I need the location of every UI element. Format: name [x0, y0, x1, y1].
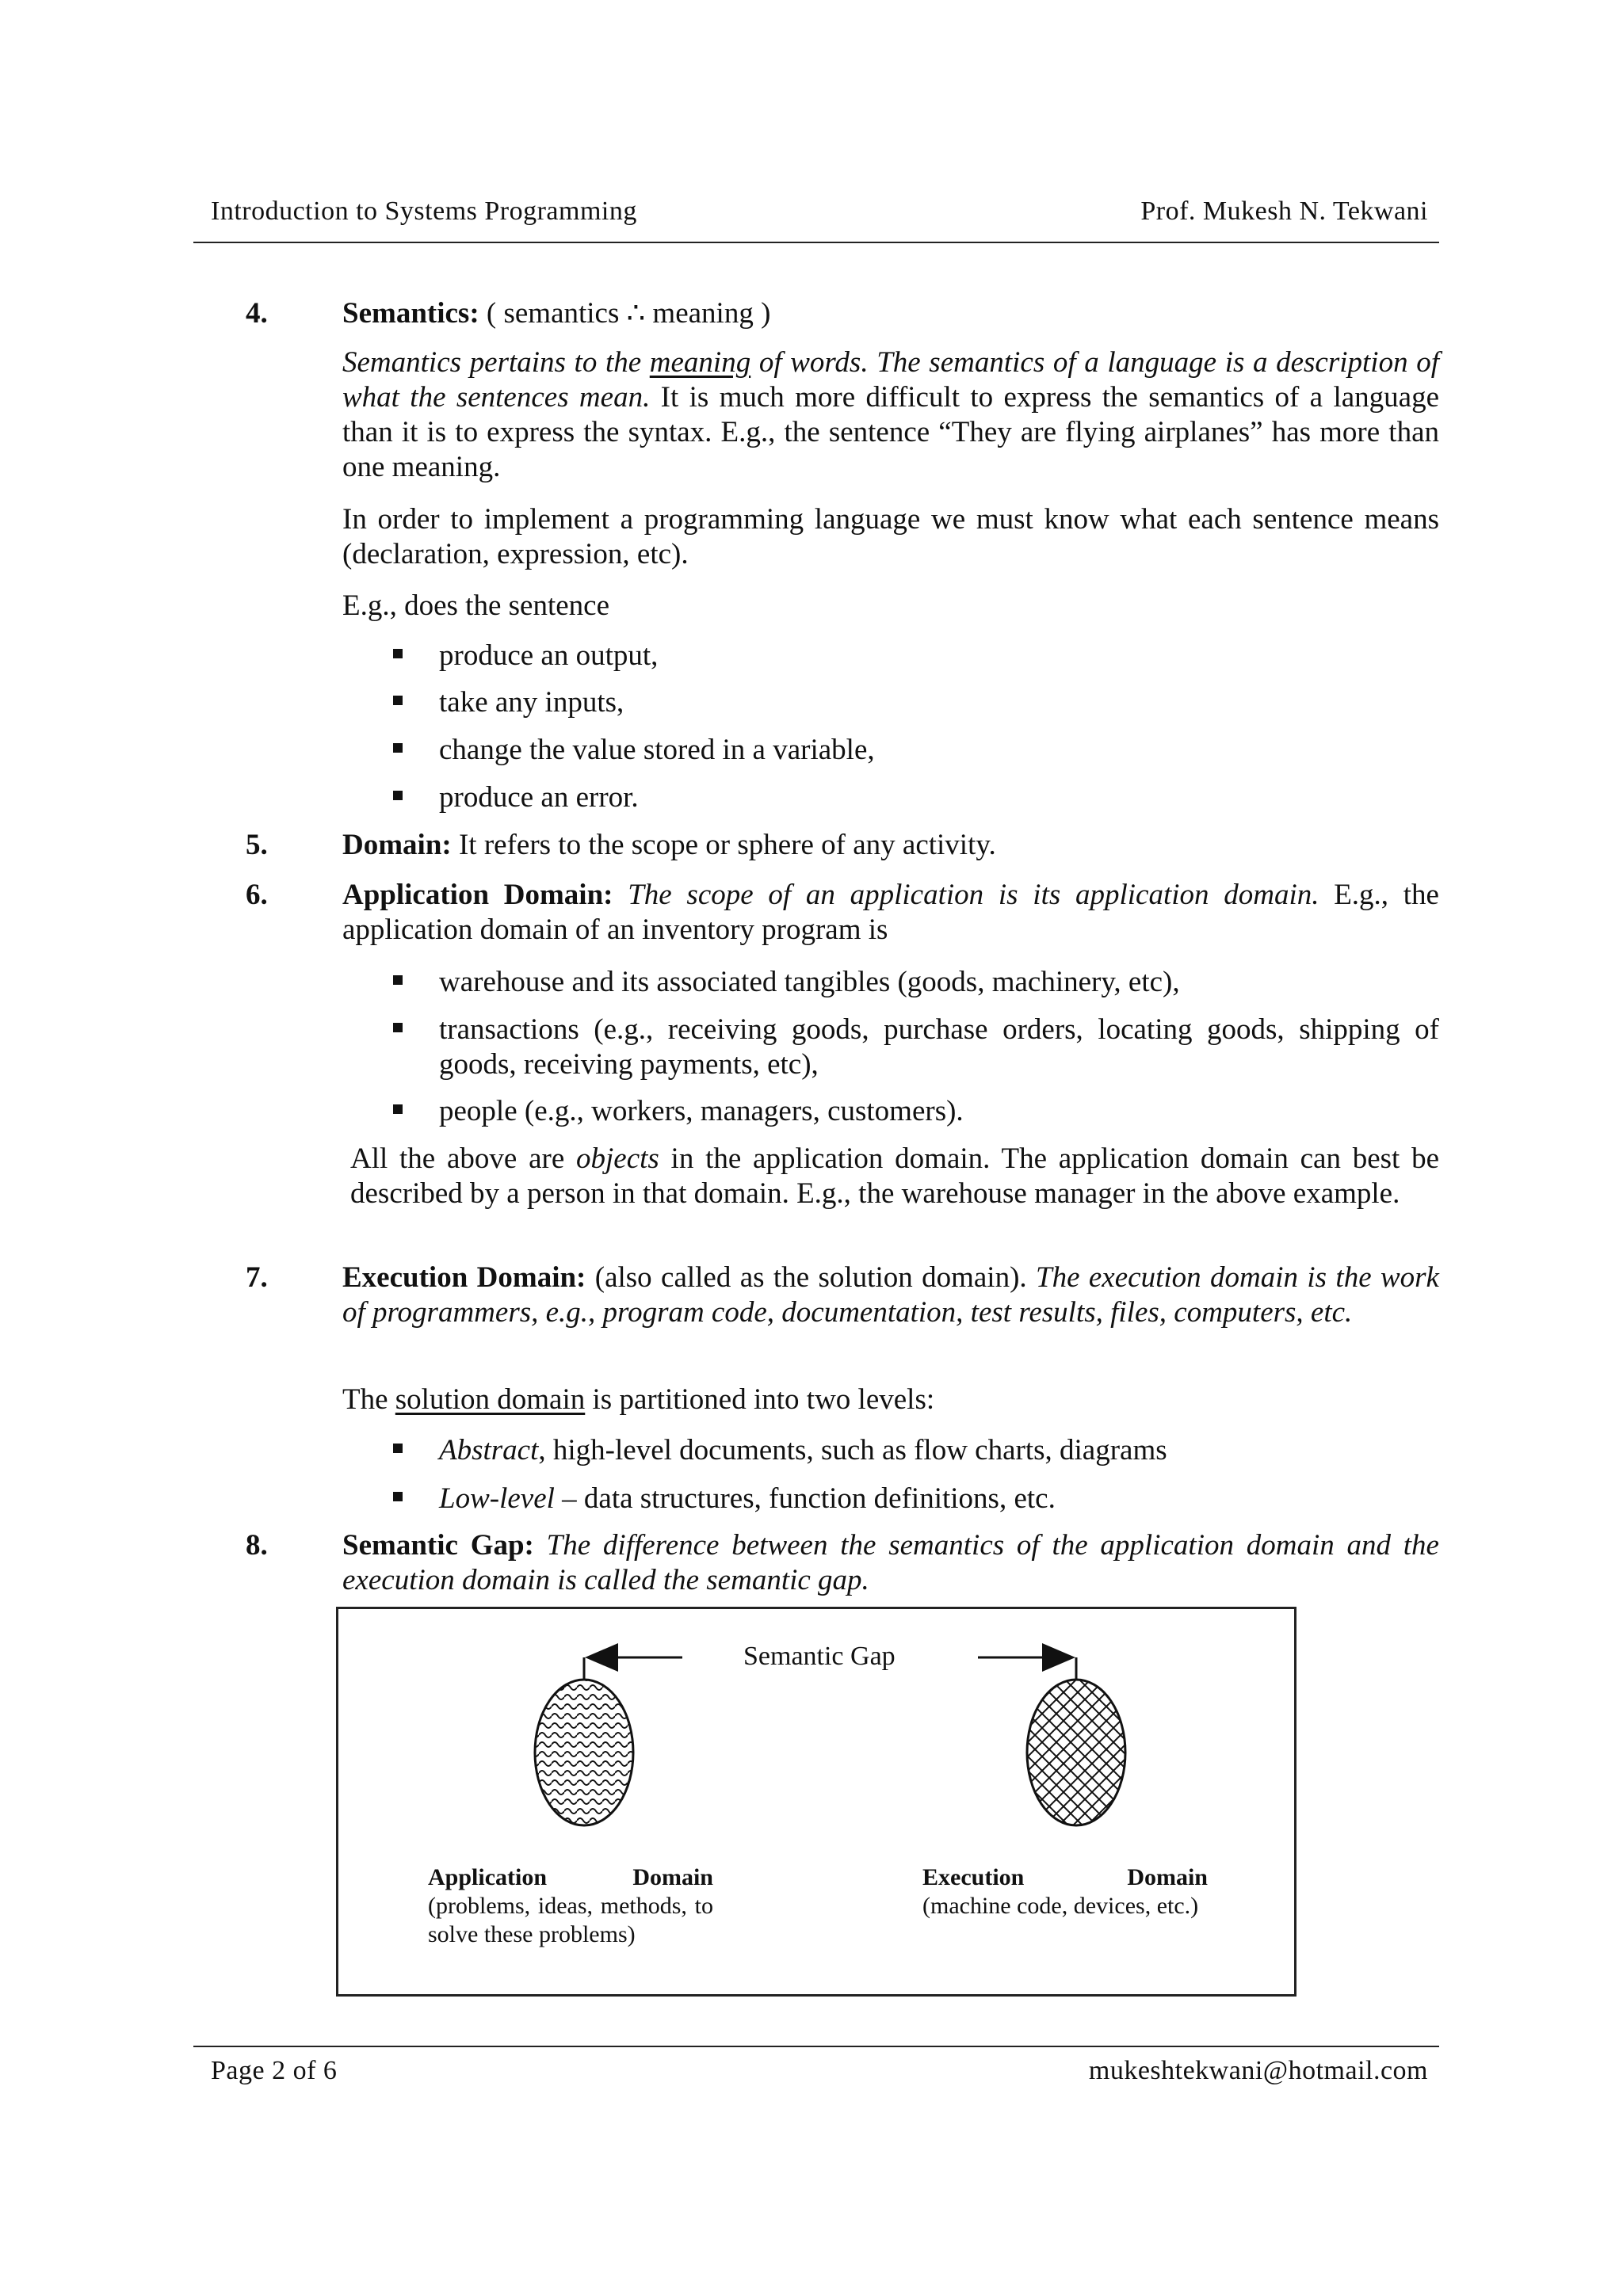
header-author: Prof. Mukesh N. Tekwani	[1140, 196, 1428, 226]
section-8-text	[342, 1528, 1439, 1598]
bullet-icon	[393, 1492, 403, 1501]
s6-bullet-3: people (e.g., workers, managers, customers).	[439, 1095, 964, 1127]
app-caption-desc: (problems, ideas, methods, to solve these problems)	[428, 1893, 713, 1947]
section-8-number: 8.	[246, 1529, 268, 1562]
bullet-icon	[393, 649, 403, 658]
s4-p1-rest: It is much more difficult to express the semantics of a language than it is to express the syntax. E.g., the sentence “They are flying airplanes” has more than one meaning.	[342, 381, 1439, 483]
section-6-text	[342, 878, 1439, 948]
s7-bullet-2	[439, 1482, 1439, 1516]
s4-bullet-3: change the value stored in a variable,	[439, 734, 875, 766]
s7-bullet-1-italic: Abstract	[439, 1434, 539, 1466]
section-5-title: Domain:	[342, 829, 452, 861]
section-4-heading	[342, 296, 1439, 331]
section-4-title: Semantics:	[342, 297, 479, 330]
section-7-number: 7.	[246, 1261, 268, 1294]
footer-rule	[193, 2046, 1439, 2047]
section-6-paragraph-after	[350, 1142, 1439, 1211]
s6-bullet-1: warehouse and its associated tangibles (goods, machinery, etc),	[439, 966, 1180, 998]
header-title: Introduction to Systems Programming	[211, 196, 637, 226]
application-domain-shape	[535, 1680, 633, 1825]
bullet-icon	[393, 1444, 403, 1453]
s7-bullet-2-italic: Low-level	[439, 1482, 555, 1515]
section-8-italic: The difference between the semantics of the application domain and the execution domain is called the semantic gap.	[342, 1529, 1439, 1596]
bullet-icon	[393, 975, 403, 985]
section-6-italic: The scope of an application is its application domain.	[613, 879, 1319, 911]
page-number: Page 2 of 6	[211, 2056, 338, 2085]
section-6-title: Application Domain:	[342, 879, 613, 911]
s4-p1-italic-b: of words. The semantics of a language is a description of what the sentences mean.	[342, 346, 1439, 414]
s7-bullet-1-rest: , high-level documents, such as flow charts, diagrams	[538, 1434, 1167, 1466]
s7-p2-a: The	[342, 1383, 395, 1416]
section-7-italic: The execution domain is the work of programmers, e.g., program code, documentation, test results, files, computers, etc.	[342, 1261, 1439, 1329]
bullet-icon	[393, 1104, 403, 1114]
section-8-title: Semantic Gap:	[342, 1529, 534, 1562]
section-7-title: Execution Domain:	[342, 1261, 586, 1294]
bullet-icon	[393, 696, 403, 705]
s4-p1-italic-a: Semantics pertains to the	[342, 346, 650, 379]
section-7-plain: (also called as the solution domain).	[586, 1261, 1037, 1294]
section-4-paragraph-3: E.g., does the sentence	[342, 589, 609, 622]
section-4-paragraph-1	[342, 345, 1439, 485]
s4-bullet-4: produce an error.	[439, 781, 639, 814]
section-6-rest: E.g., the application domain of an inventory program is	[342, 879, 1439, 946]
app-caption-title-b: Domain	[632, 1864, 713, 1890]
s7-bullet-2-rest: – data structures, function definitions, etc.	[554, 1482, 1056, 1515]
s4-bullet-2: take any inputs,	[439, 686, 624, 719]
exec-caption-title-b: Domain	[1127, 1864, 1208, 1890]
section-4-number: 4.	[246, 297, 268, 330]
section-5-number: 5.	[246, 829, 268, 861]
s6-after-a: All the above are	[350, 1142, 576, 1175]
bullet-icon	[393, 743, 403, 753]
section-7-text	[342, 1261, 1439, 1330]
section-5-body: It refers to the scope or sphere of any activity.	[451, 829, 996, 861]
section-5-text	[342, 828, 1439, 863]
execution-domain-shape	[1027, 1680, 1125, 1825]
section-6-number: 6.	[246, 879, 268, 911]
bullet-icon	[393, 791, 403, 800]
exec-caption-desc: (machine code, devices, etc.)	[922, 1893, 1199, 1919]
header-rule	[193, 242, 1439, 243]
s4-bullet-1: produce an output,	[439, 639, 659, 672]
semantic-gap-label: Semantic Gap	[743, 1642, 896, 1671]
bullet-icon	[393, 1023, 403, 1032]
s7-bullet-1	[439, 1433, 1439, 1468]
section-4-paragraph-2: In order to implement a programming language we must know what each sentence means (declaration, expression, etc).	[342, 503, 1439, 570]
s4-p1-underlined: meaning	[649, 346, 751, 379]
s6-after-italic: objects	[576, 1142, 659, 1175]
exec-caption-title-a: Execution	[922, 1864, 1025, 1890]
application-domain-caption	[428, 1863, 713, 1949]
s6-after-b: in the application domain. The application domain can best be described by a person in that domain. E.g., the warehouse manager in the above example.	[350, 1142, 1439, 1210]
s7-p2-underlined: solution domain	[395, 1383, 586, 1416]
section-4-title-rest: ( semantics ∴ meaning )	[479, 297, 771, 330]
footer-email: mukeshtekwani@hotmail.com	[1088, 2056, 1428, 2085]
s6-bullet-2: transactions (e.g., receiving goods, purchase orders, locating goods, shipping of goods, receiving payments, etc),	[439, 1013, 1439, 1081]
execution-domain-caption	[922, 1863, 1208, 1920]
section-7-paragraph-2	[342, 1383, 1439, 1417]
app-caption-title-a: Application	[428, 1864, 548, 1890]
s7-p2-b: is partitioned into two levels:	[585, 1383, 935, 1416]
